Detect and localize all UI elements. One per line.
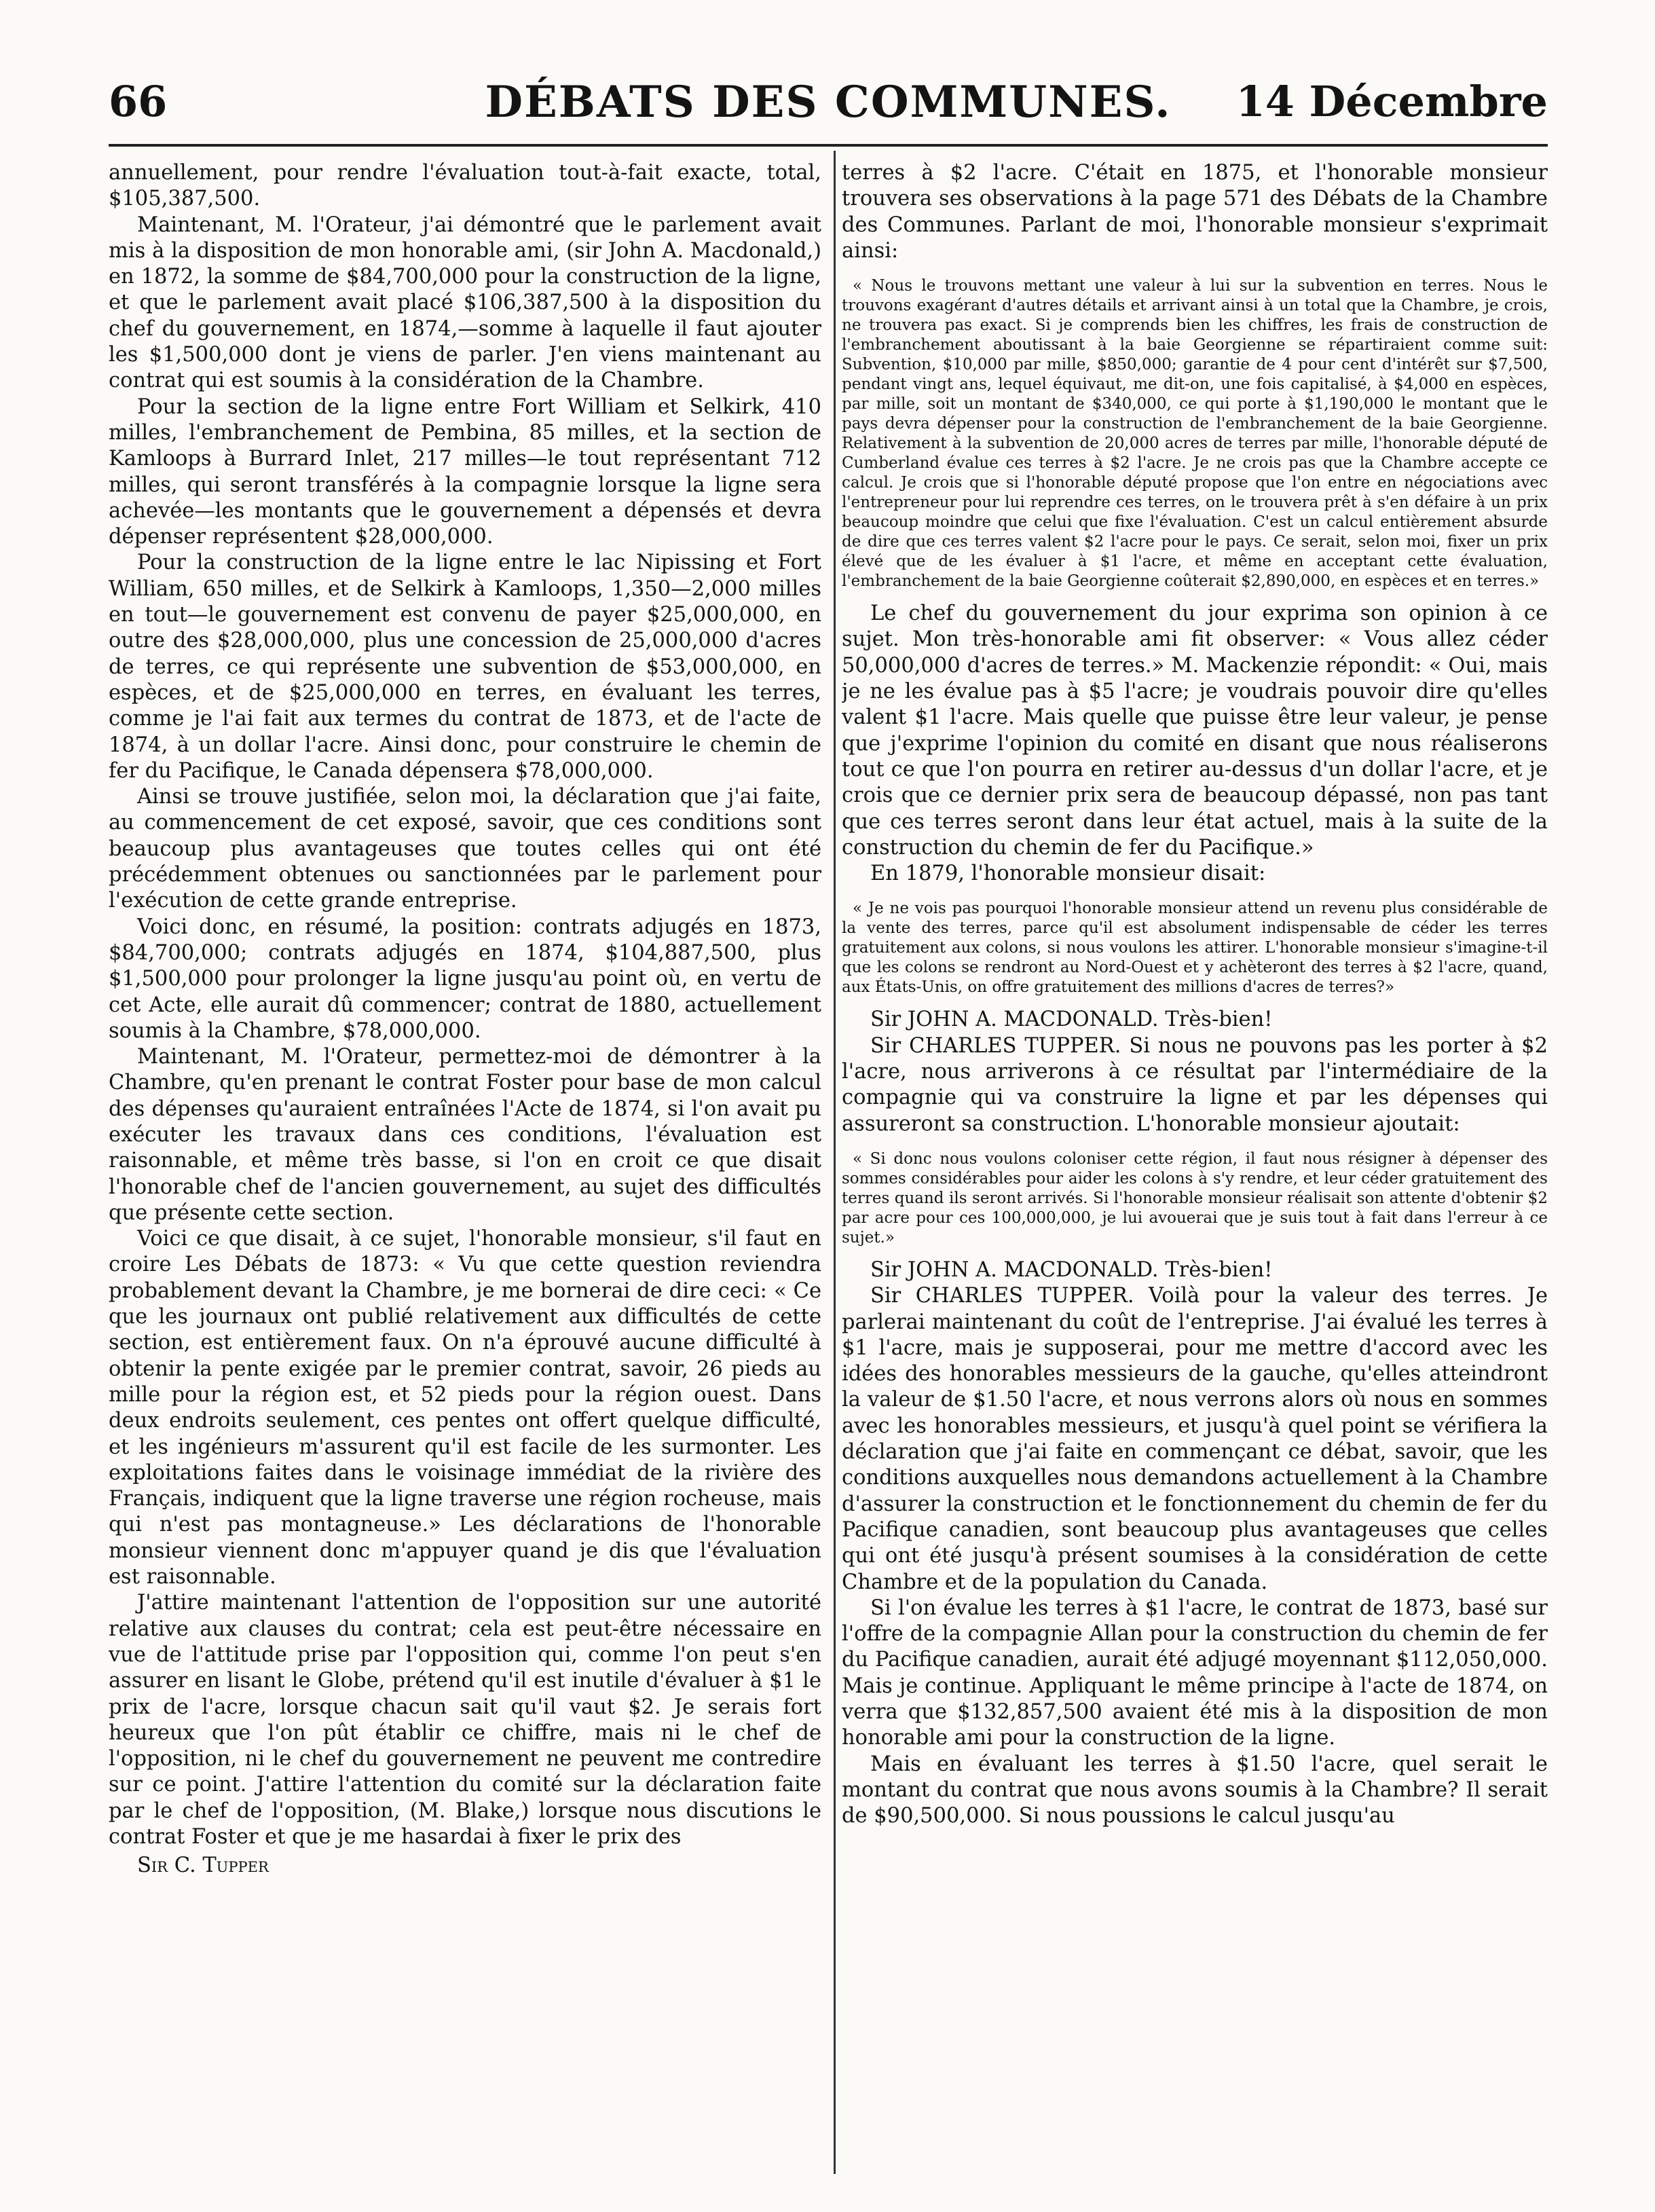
header-rule (109, 144, 1548, 147)
speaker-line: Sir JOHN A. MACDONALD. Très-bien! (870, 1008, 1273, 1032)
paragraph: Mais en évaluant les terres à $1.50 l'acre, quel serait le montant du contrat que nous avons soumis à la Chambre? Il serait de $90,500,000. Si nous poussions le calcul jusqu'au (842, 1752, 1548, 1828)
page-date: 14 Décembre (1235, 77, 1548, 126)
block-quote: « Si donc nous voulons coloniser cette région, il faut nous résigner à dépenser des sommes considérables pour aider les colons à s'y rendre, et leur céder gratuitement des terres quand ils seront arrivés. Si l'honorable monsieur réalisait son attente d'obtenir $2 par acre pour ces 100,000,000, je lui avouerai que je suis tout à fait dans l'erreur à ce sujet.» (842, 1149, 1548, 1247)
paragraph: J'attire maintenant l'attention de l'opposition sur une autorité relative aux clauses du contrat; cela est peut-être nécessaire en vue de l'attitude prise par l'opposition qui, comme l'on peut s'en assurer en lisant le Globe, prétend qu'il est inutile d'évaluer à $1 le prix de l'acre, lorsque chacun sait qu'il vaut $2. Je serais fort heureux que l'on pût établir ce chiffre, mais ni le chef de l'opposition, ni le chef du gouvernement ne peuvent me contredire sur ce point. J'attire l'attention du comité sur la déclaration faite par le chef de l'opposition, (M. Blake,) lorsque nous discutions le contrat Foster et que je me hasardai à fixer le prix des (109, 1591, 821, 1849)
paragraph: Sir CHARLES TUPPER. Si nous ne pouvons pas les porter à $2 l'acre, nous arriverons à ce résultat par l'intermédiaire de la compagnie qui va construire la ligne et par les dépenses qui assureront sa construction. L'honorable monsieur ajoutait: (842, 1033, 1548, 1136)
paragraph: Maintenant, M. l'Orateur, j'ai démontré que le parlement avait mis à la disposition de mon honorable ami, (sir John A. Macdonald,) en 1872, la somme de $84,700,000 pour la construction de la ligne, et que le parlement avait placé $106,387,500 à la disposition du chef du gouvernement, en 1874,—somme à laquelle il faut ajouter les $1,500,000 dont je viens de parler. J'en viens maintenant au contrat qui est soumis à la considération de la Chambre. (109, 213, 821, 393)
running-signature: Sir C. Tupper (137, 1854, 269, 1878)
page-header (109, 64, 1548, 132)
paragraph: Si l'on évalue les terres à $1 l'acre, le contrat de 1873, basé sur l'offre de la compagnie Allan pour la construction du chemin de fer du Pacifique canadien, aurait été adjugé moyennant $112,050,000. Mais je continue. Appliquant le même principe à l'acte de 1874, on verra que $132,857,500 avaient été mis à la disposition de mon honorable ami pour la construction de la ligne. (842, 1596, 1548, 1750)
paragraph: Le chef du gouvernement du jour exprima son opinion à ce sujet. Mon très-honorable ami fit observer: « Vous allez céder 50,000,000 d'acres de terres.» M. Mackenzie répondit: « Oui, mais je ne les évalue pas à $5 l'acre; je voudrais pouvoir dire qu'elles valent $1 l'acre. Mais quelle que puisse être leur valeur, je pense que j'exprime l'opinion du comité en disant que nous réaliserons tout ce que l'on pourra en retirer au-dessus d'un dollar l'acre, et je crois que ce dernier prix sera de beaucoup dépassé, non pas tant que ces terres seront dans leur état actuel, mais à la suite de la construction du chemin de fer du Pacifique.» (842, 602, 1548, 860)
right-column (842, 160, 1548, 2170)
paragraph: terres à $2 l'acre. C'était en 1875, et l'honorable monsieur trouvera ses observations à la page 571 des Débats de la Chambre des Communes. Parlant de moi, l'honorable monsieur s'exprimait ainsi: (842, 161, 1548, 263)
paragraph: Voici ce que disait, à ce sujet, l'honorable monsieur, s'il faut en croire Les Débats de 1873: « Vu que cette question reviendra probablement devant la Chambre, je me bornerai de dire ceci: « Ce que les journaux ont publié relativement aux difficultés de cette section, est entièrement faux. On n'a éprouvé aucune difficulté à obtenir la pente exigée par le premier contrat, savoir, 26 pieds au mille pour la région est, et 52 pieds pour la région ouest. Dans deux endroits seulement, ces pentes ont offert quelque difficulté, et les ingénieurs m'assurent qu'il est facile de les surmonter. Les exploitations faites dans le voisinage immédiat de la rivière des Français, indiquent que la ligne traverse une région rocheuse, mais qui n'est pas montagneuse.» Les déclarations de l'honorable monsieur viennent donc m'appuyer quand je dis que l'évaluation est raisonnable. (109, 1227, 821, 1589)
block-quote: « Nous le trouvons mettant une valeur à lui sur la subvention en terres. Nous le trouvons exagérant d'autres détails et arrivant ainsi à un total que la Chambre, je crois, ne trouvera pas exact. Si je comprends bien les chiffres, les frais de construction de l'embranchement aboutissant à la baie Georgienne se répartiraient comme suit: Subvention, $10,000 par mille, $850,000; garantie de 4 pour cent d'intérêt sur $7,500, pendant vingt ans, lequel équivaut, me dit-on, une fois capitalisé, à $4,000 en espèces, par mille, soit un montant de $340,000, ce qui porte à $1,190,000 le montant que le pays devra dépenser pour la construction de l'embranchement de la baie Georgienne. Relativement à la subvention de 20,000 acres de terres par mille, l'honorable député de Cumberland évalue ces terres à $2 l'acre. Je ne crois pas que la Chambre accepte ce calcul. Je crois que si l'honorable député propose que l'on entre en négociations avec l'entrepreneur pour lui reprendre ces terres, on le trouvera prêt à s'en défaire à un prix beaucoup moindre que celui que fixe l'évaluation. C'est un calcul entièrement absurde de dire que ces terres valent $2 l'acre pour le pays. Ce serait, selon moi, fixer un prix élevé que de les évaluer à $1 l'acre, et même en acceptant cette évaluation, l'embranchement de la baie Georgienne coûterait $2,890,000, en espèces et en terres.» (842, 277, 1548, 591)
paragraph: Pour la section de la ligne entre Fort William et Selkirk, 410 milles, l'embranchement de Pembina, 85 milles, et la section de Kamloops à Burrard Inlet, 217 milles—le tout représentant 712 milles, qui seront transférés à la compagnie lorsque la ligne sera achevée—les montants que le gouvernement a dépensés et devra dépenser représentent $28,000,000. (109, 394, 821, 549)
paragraph: Ainsi se trouve justifiée, selon moi, la déclaration que j'ai faite, au commencement de cet exposé, savoir, que ces conditions sont beaucoup plus avantageuses que toutes celles qui ont été précédemment obtenues ou sanctionnées par le parlement pour l'exécution de cette grande entreprise. (109, 785, 821, 913)
paragraph: Sir CHARLES TUPPER. Voilà pour la valeur des terres. Je parlerai maintenant du coût de l'entreprise. J'ai évalué les terres à $1 l'acre, mais je supposerai, pour me mettre d'accord avec les idées des honorables messieurs de la gauche, qu'elles atteindront la valeur de $1.50 l'acre, et nous verrons alors où nous en sommes avec les honorables messieurs, et jusqu'à quel point se vérifiera la déclaration que j'ai faite en commençant ce débat, savoir, que les conditions auxquelles nous demandons actuellement à la Chambre d'assurer la construction et le fonctionnement du chemin de fer du Pacifique canadien, sont beaucoup plus avantageuses que celles qui ont été jusqu'à présent soumises à la considération de cette Chambre et de la population du Canada. (842, 1284, 1548, 1594)
left-column (109, 160, 821, 2170)
paragraph: Voici donc, en résumé, la position: contrats adjugés en 1873, $84,700,000; contrats adjugés en 1874, $104,887,500, plus $1,500,000 pour prolonger la ligne jusqu'au point où, en vertu de cet Acte, elle aurait dû commencer; contrat de 1880, actuellement soumis à la Chambre, $78,000,000. (109, 915, 821, 1043)
paragraph: En 1879, l'honorable monsieur disait: (870, 862, 1266, 886)
paragraph: Maintenant, M. l'Orateur, permettez-moi de démontrer à la Chambre, qu'en prenant le contrat Foster pour base de mon calcul des dépenses qu'auraient entraînées l'Acte de 1874, si l'on avait pu exécuter les travaux dans ces conditions, l'évaluation est raisonnable, et même très basse, si l'on en croit ce que disait l'honorable chef de l'ancien gouvernement, au sujet des difficultés que présente cette section. (109, 1045, 821, 1225)
paragraph: Pour la construction de la ligne entre le lac Nipissing et Fort William, 650 milles, et de Selkirk à Kamloops, 1,350—2,000 milles en tout—le gouvernement est convenu de payer $25,000,000, en outre des $28,000,000, plus une concession de 25,000,000 d'acres de terres, ce qui représente une subvention de $53,000,000, en espèces, et de $25,000,000 en terres, en évaluant les terres, comme je l'ai fait aux termes du contrat de 1873, et de l'acte de 1874, à un dollar l'acre. Ainsi donc, pour construire le chemin de fer du Pacifique, le Canada dépensera $78,000,000. (109, 551, 821, 783)
paragraph: annuellement, pour rendre l'évaluation tout-à-fait exacte, total, $105,387,500. (109, 161, 821, 211)
page-number: 66 (109, 77, 168, 126)
page-title: DÉBATS DES COMMUNES. (485, 77, 1172, 128)
column-divider (834, 151, 836, 2174)
speaker-line: Sir JOHN A. MACDONALD. Très-bien! (870, 1257, 1273, 1282)
block-quote: « Je ne vois pas pourquoi l'honorable monsieur attend un revenu plus considérable de la vente des terres, parce qu'il est absolument indispensable de céder les terres gratuitement aux colons, si nous voulons les attirer. L'honorable monsieur s'imagine-t-il que les colons se rendront au Nord-Ouest et y achèteront des terres à $2 l'acre, quand, aux États-Unis, on offre gratuitement des millions d'acres de terres?» (842, 900, 1548, 997)
